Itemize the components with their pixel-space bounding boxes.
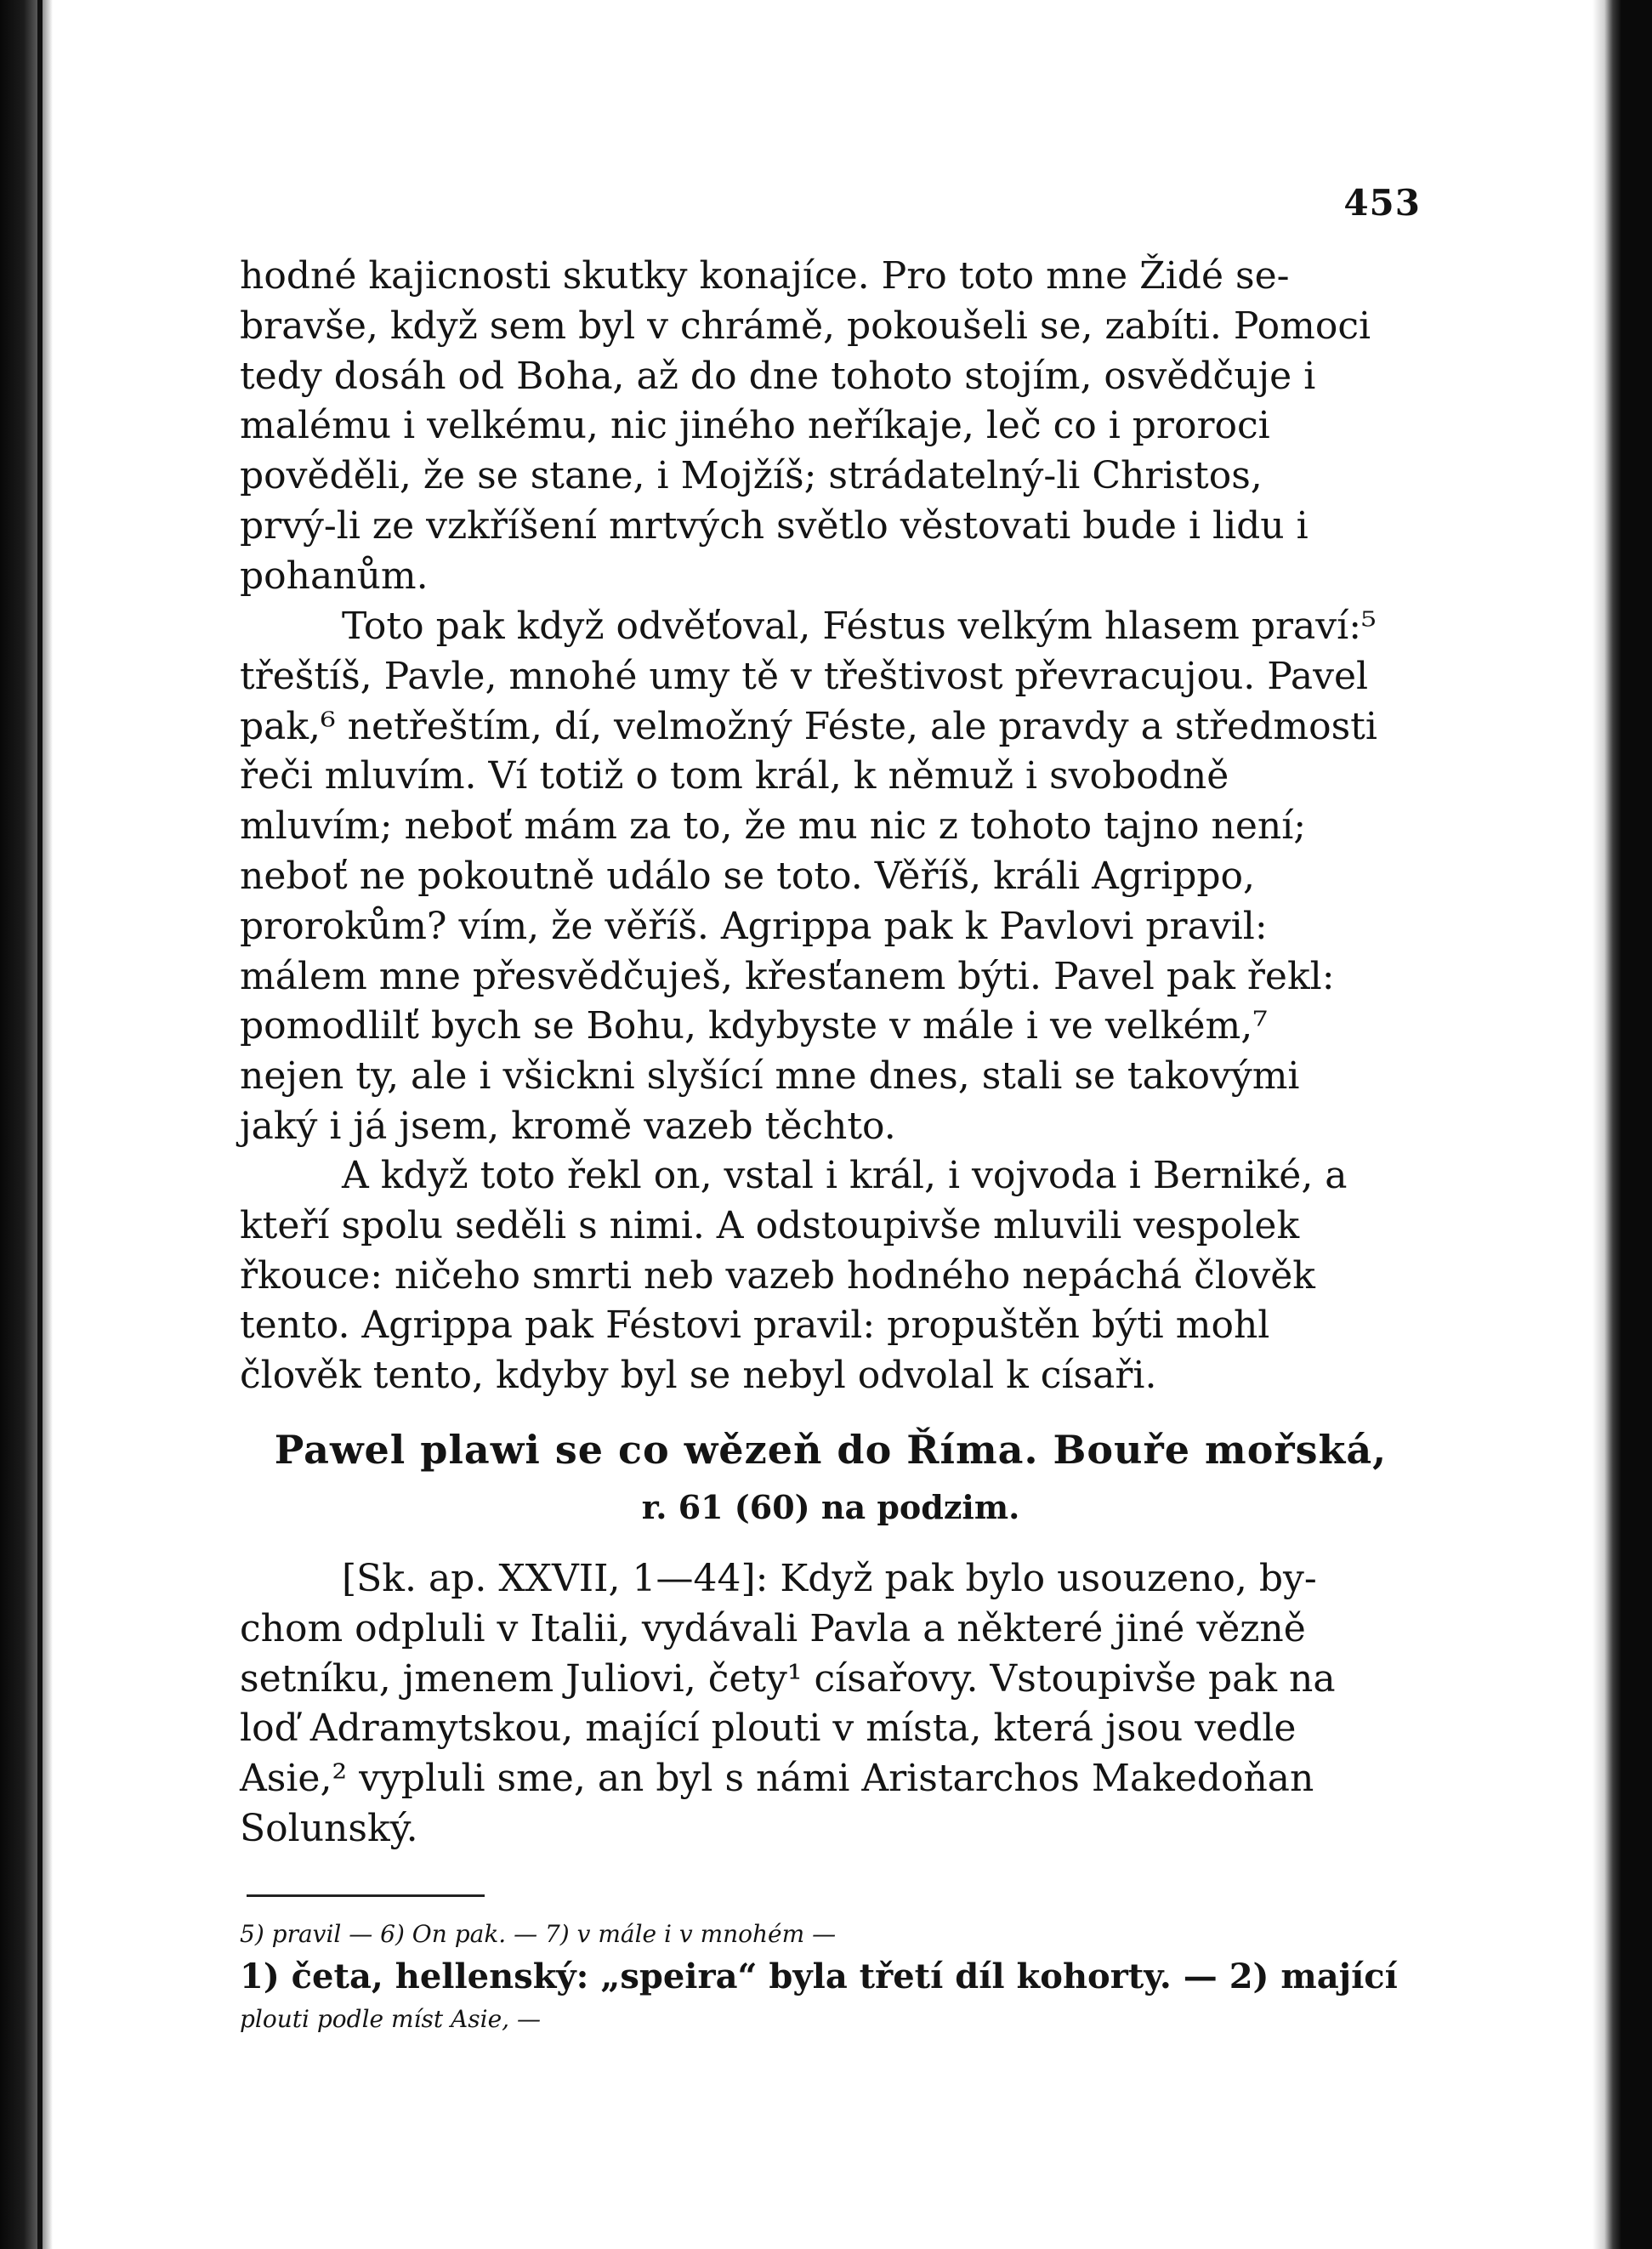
paragraph-1 xyxy=(240,252,1422,602)
page-right-edge xyxy=(1592,0,1652,2249)
text-line: prvý-li ze vzkříšení mrtvých světlo věstovati bude i lidu i xyxy=(240,503,1309,548)
text-line: tento. Agrippa pak Féstovi pravil: propuštěn býti mohl xyxy=(240,1303,1270,1348)
text-line: Toto pak když odvěťoval, Féstus velkým hlasem praví:⁵ xyxy=(342,605,1377,648)
text-line: chom odpluli v Italii, vydávali Pavla a některé jiné vězně xyxy=(240,1606,1306,1650)
text-line: neboť ne pokoutně událo se toto. Věříš, králi Agrippo, xyxy=(240,854,1256,898)
text-line: malému i velkému, nic jiného neříkaje, leč co i proroci xyxy=(240,404,1270,448)
text-line: prorokům? vím, že věříš. Agrippa pak k Pavlovi pravil: xyxy=(240,904,1268,948)
text-line: pak,⁶ netřeštím, dí, velmožný Féste, ale pravdy a středmosti xyxy=(240,704,1377,748)
text-line: řeči mluvím. Ví totiž o tom král, k němuž i svobodně xyxy=(240,754,1229,798)
page-number: 453 xyxy=(1343,182,1421,224)
binding-spine xyxy=(37,0,43,2249)
text-line: mluvím; neboť mám za to, že mu nic z tohoto tajno není; xyxy=(240,804,1307,849)
text-line: pověděli, že se stane, i Mojžíš; strádatelný-li Christos, xyxy=(240,454,1263,498)
text-line: Asie,² vypluli sme, an byl s námi Aristarchos Makedoňan xyxy=(240,1757,1314,1801)
text-line: loď Adramytskou, mající plouti v místa, která jsou vedle xyxy=(240,1707,1297,1751)
footnote-line: plouti podle míst Asie, — xyxy=(240,2005,541,2033)
text-line: málem mne přesvědčuješ, křesťanem býti. Pavel pak řekl: xyxy=(240,954,1335,998)
text-line: nejen ty, ale i všickni slyšící mne dnes, stali se takovými xyxy=(240,1054,1300,1099)
paragraph-4 xyxy=(240,1554,1422,1854)
text-line: [Sk. ap. XXVII, 1—44]: Když pak bylo usouzeno, by- xyxy=(342,1557,1317,1600)
text-line: setníku, jmenem Juliovi, čety¹ císařovy. Vstoupivše pak na xyxy=(240,1656,1336,1701)
footnotes xyxy=(240,1913,1447,2041)
text-line: tedy dosáh od Boha, až do dne tohoto stojím, osvědčuje i xyxy=(240,354,1316,398)
text-line: pohanům. xyxy=(240,554,429,598)
page-left-edge xyxy=(0,0,53,2249)
text-line: A když toto řekl on, vstal i král, i vojvoda i Berniké, a xyxy=(342,1154,1348,1197)
footnote-divider xyxy=(247,1894,485,1897)
paragraph-2 xyxy=(240,602,1422,1152)
footnote-line: 1) četa, hellenský: „speira“ byla třetí díl kohorty. — 2) mající xyxy=(240,1957,1398,1996)
section-date: r. 61 (60) na podzim. xyxy=(641,1488,1020,1526)
paragraph-3 xyxy=(240,1151,1422,1401)
text-line: Solunský. xyxy=(240,1806,418,1850)
text-line: kteří spolu seděli s nimi. A odstoupivše mluvili vespolek xyxy=(240,1203,1300,1247)
section-heading: Pawel plawi se co wězeň do Říma. Bouře mořská, xyxy=(274,1427,1388,1473)
text-line: řkouce: ničeho smrti neb vazeb hodného nepáchá člověk xyxy=(240,1253,1315,1298)
text-line: pomodlilť bych se Bohu, kdybyste v mále i ve velkém,⁷ xyxy=(240,1004,1268,1048)
text-line: jaký i já jsem, kromě vazeb těchto. xyxy=(240,1104,896,1148)
footnote-line: 5) pravil — 6) On pak. — 7) v mále i v mnohém — xyxy=(240,1920,837,1948)
text-line: třeštíš, Pavle, mnohé umy tě v třeštivost převracujou. Pavel xyxy=(240,654,1369,698)
text-line: hodné kajicnosti skutky konajíce. Pro toto mne Židé se- xyxy=(240,254,1290,298)
text-line: člověk tento, kdyby byl se nebyl odvolal k císaři. xyxy=(240,1354,1157,1398)
text-line: bravše, když sem byl v chrámě, pokoušeli se, zabíti. Pomoci xyxy=(240,304,1371,348)
